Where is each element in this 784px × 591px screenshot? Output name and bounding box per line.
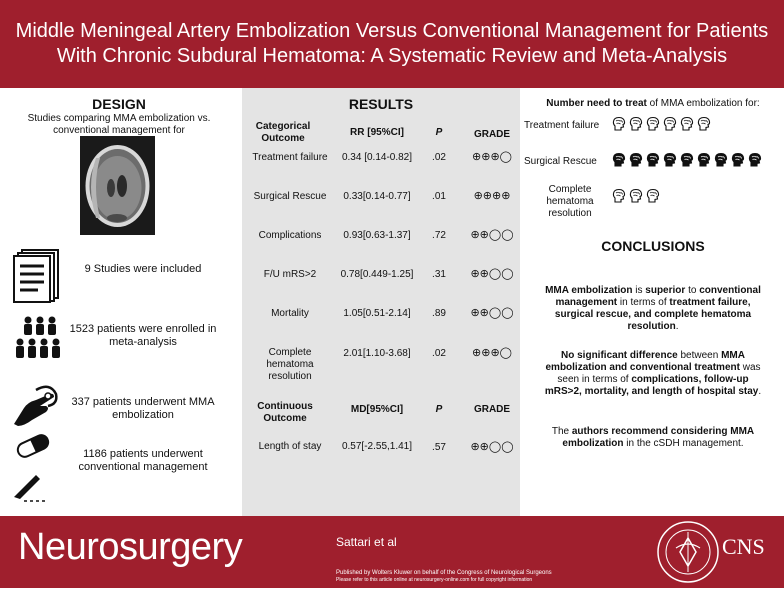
brain-outline-icon (612, 116, 626, 132)
conclusion-run: is (632, 285, 646, 296)
author-credit: Sattari et al (336, 535, 397, 549)
row-p: .57 (432, 442, 446, 453)
brain-filled-icon (697, 152, 711, 168)
row-value: 1.05[0.51-2.14] (343, 308, 411, 319)
conclusion-run: superior (645, 285, 686, 296)
row-p: .31 (432, 269, 446, 280)
header-categorical-outcome: Categorical Outcome (255, 121, 311, 144)
scalpel-icon (10, 471, 50, 503)
nnt-title-bold: Number need to treat (546, 98, 647, 109)
design-item-studies: 9 Studies were included (84, 263, 202, 275)
row-outcome: F/U mRS>2 (263, 269, 317, 280)
conclusion-run: conventional management (555, 285, 761, 308)
brain-outline-icon (646, 188, 660, 204)
brain-filled-icon (646, 152, 660, 168)
header-continuous-outcome: Continuous Outcome (257, 401, 313, 424)
brain-filled-icon (714, 152, 728, 168)
row-value: 2.01[1.10-3.68] (343, 348, 411, 359)
brain-outline-icon (612, 188, 626, 204)
row-outcome: Length of stay (258, 441, 322, 452)
row-value: 0.33[0.14-0.77] (343, 191, 411, 202)
brain-outline-icon (646, 116, 660, 132)
row-outcome: Surgical Rescue (253, 191, 327, 202)
conclusion-paragraph-2 (540, 350, 766, 398)
conclusion-run: treatment failure, surgical rescue, and complete hematoma resolution (554, 297, 752, 332)
row-outcome: Complications (258, 230, 322, 241)
row-grade: ⊕⊕◯◯ (470, 307, 514, 319)
header-grade-continuous: GRADE (473, 404, 511, 415)
nnt-icons-surgical-rescue (612, 152, 765, 172)
publisher-line-1: Published by Wolters Kluwer on behalf of the Congress of Neurological Surgeons (336, 570, 552, 576)
results-heading: RESULTS (348, 96, 414, 112)
title-line-2: With Chronic Subdural Hematoma: A Systematic Review and Meta-Analysis (56, 45, 728, 67)
publisher-line-2: Please refer to this article online at neurosurgery-online.com for full copyright information (336, 577, 533, 583)
cns-seal-logo (656, 518, 720, 586)
brain-outline-icon (680, 116, 694, 132)
row-grade: ⊕⊕⊕⊕ (473, 190, 511, 202)
row-outcome: Mortality (271, 308, 309, 319)
nnt-title (522, 98, 784, 110)
nnt-label-surgical-rescue: Surgical Rescue (524, 156, 597, 167)
brain-filled-icon (680, 152, 694, 168)
brain-outline-icon (697, 116, 711, 132)
brain-outline-icon (629, 116, 643, 132)
brain-filled-icon (748, 152, 762, 168)
nnt-label-complete-resolution: Complete hematoma resolution (546, 184, 594, 219)
ct-scan-image (80, 136, 155, 235)
row-grade: ⊕⊕⊕◯ (472, 151, 512, 163)
row-grade: ⊕⊕◯◯ (470, 268, 514, 280)
nnt-label-treatment-failure: Treatment failure (524, 120, 600, 131)
nnt-icons-treatment-failure (612, 116, 714, 136)
header-p-continuous: P (435, 404, 443, 415)
brain-outline-icon (629, 188, 643, 204)
row-grade: ⊕⊕◯◯ (470, 229, 514, 241)
brain-filled-icon (612, 152, 626, 168)
design-subtitle: Studies comparing MMA embolization vs. conventional management for (27, 113, 211, 136)
row-value: 0.57[-2.55,1.41] (341, 441, 413, 452)
conclusion-run: The (551, 426, 572, 437)
catheter-hand-icon (10, 384, 60, 428)
conclusion-run: to (685, 285, 700, 296)
design-column (0, 88, 238, 516)
pill-icon (14, 434, 52, 458)
header-p: P (435, 127, 443, 138)
conclusion-run: . (758, 386, 762, 397)
row-p: .89 (432, 308, 446, 319)
people-icon (14, 315, 66, 365)
row-outcome: Treatment failure (252, 152, 328, 163)
design-heading: DESIGN (92, 96, 146, 112)
conclusion-run: . (675, 321, 679, 332)
results-panel (242, 88, 520, 516)
conclusions-heading: CONCLUSIONS (601, 238, 705, 254)
documents-icon (12, 248, 62, 304)
conclusion-run: No significant difference (561, 350, 678, 361)
row-p: .02 (432, 348, 446, 359)
conclusion-paragraph-1 (544, 285, 762, 333)
row-grade: ⊕⊕⊕◯ (472, 347, 512, 359)
conclusion-run: authors recommend considering MMA embolization (562, 426, 755, 449)
row-outcome: Complete hematoma resolution (266, 347, 314, 382)
conclusion-run: MMA embolization (545, 285, 633, 296)
brain-filled-icon (663, 152, 677, 168)
right-column (522, 88, 784, 516)
brain-outline-icon (663, 116, 677, 132)
conclusion-run: MMA embolization and conventional treatment (545, 350, 745, 373)
brain-filled-icon (629, 152, 643, 168)
row-value: 0.34 [0.14-0.82] (341, 152, 413, 163)
row-p: .01 (432, 191, 446, 202)
header-rr-ci: RR [95%CI] (350, 127, 404, 138)
header-grade: GRADE (473, 129, 511, 140)
header-md-ci: MD[95%CI] (350, 404, 404, 415)
row-p: .02 (432, 152, 446, 163)
conclusion-run: was seen in terms of (557, 362, 761, 385)
conclusion-run: in terms of (617, 297, 670, 308)
poster-header (0, 0, 784, 88)
nnt-title-rest: of MMA embolization for: (646, 98, 760, 109)
design-item-embolization: 337 patients underwent MMA embolization (71, 396, 215, 421)
design-item-conventional: 1186 patients underwent conventional management (78, 448, 208, 473)
brain-filled-icon (731, 152, 745, 168)
conclusion-paragraph-3 (544, 426, 762, 450)
row-value: 0.78[0.449-1.25] (340, 269, 414, 280)
conclusion-run: complications, follow-up mRS>2, mortality, and length of hospital stay (544, 374, 759, 397)
title-line-1: Middle Meningeal Artery Embolization Versus Conventional Management for Patients (15, 20, 769, 42)
row-p: .72 (432, 230, 446, 241)
row-grade: ⊕⊕◯◯ (470, 441, 514, 453)
nnt-icons-complete-resolution (612, 188, 663, 208)
design-item-patients: 1523 patients were enrolled in meta-analysis (69, 323, 217, 348)
conclusion-run: in the cSDH management. (623, 438, 744, 449)
conclusion-run: between (677, 350, 722, 361)
cns-logo-text: CNS (722, 534, 765, 559)
row-value: 0.93[0.63-1.37] (343, 230, 411, 241)
journal-name: Neurosurgery (18, 526, 243, 568)
poster-footer (0, 516, 784, 588)
